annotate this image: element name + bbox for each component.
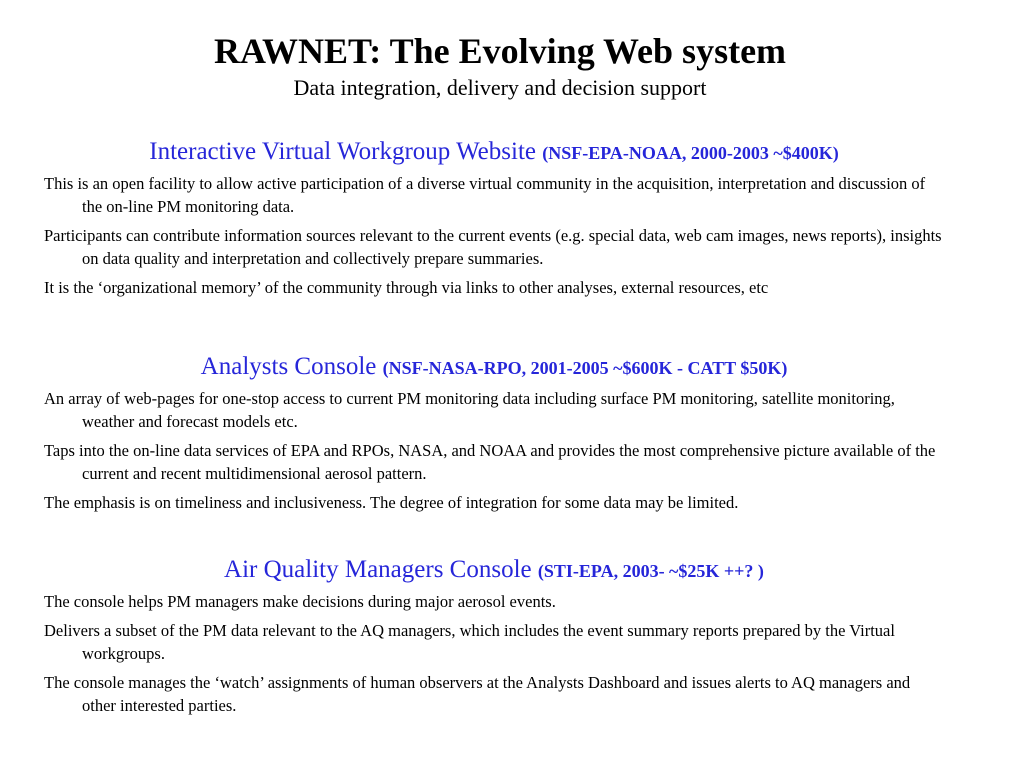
- slide-subtitle: Data integration, delivery and decision support: [293, 75, 707, 100]
- section-aq-managers-console: [44, 555, 944, 723]
- paragraph: The console helps PM managers make decisions during major aerosol events.: [44, 592, 556, 611]
- section-virtual-workgroup: [44, 137, 944, 305]
- section-heading-text: Air Quality Managers Console: [224, 556, 532, 583]
- paragraph: It is the ‘organizational memory’ of the community through via links to other analyses, external resources, etc: [44, 278, 769, 297]
- section-heading: [44, 352, 944, 383]
- section-funding-tag: (NSF-NASA-RPO, 2001-2005 ~$600K - CATT $50K): [382, 358, 788, 378]
- section-funding-tag: (STI-EPA, 2003- ~$25K ++? ): [537, 561, 764, 581]
- paragraph: Participants can contribute information sources relevant to the current events (e.g. special data, web cam images, news reports), insights on data quality and interpretation and collectively prepare summaries.: [44, 226, 942, 268]
- paragraph: This is an open facility to allow active participation of a diverse virtual community in the acquisition, interpretation and discussion of the on-line PM monitoring data.: [44, 174, 926, 216]
- section-heading-text: Analysts Console: [200, 353, 377, 380]
- paragraph: The console manages the ‘watch’ assignments of human observers at the Analysts Dashboard and issues alerts to AQ managers and other interested parties.: [44, 673, 911, 715]
- section-funding-tag: (NSF-EPA-NOAA, 2000-2003 ~$400K): [542, 143, 839, 163]
- slide-title: RAWNET: The Evolving Web system: [213, 31, 787, 71]
- section-heading: [44, 137, 944, 168]
- section-heading-text: Interactive Virtual Workgroup Website: [149, 138, 536, 165]
- paragraph: Delivers a subset of the PM data relevant to the AQ managers, which includes the event summary reports prepared by the Virtual workgroups.: [44, 621, 895, 663]
- paragraph: An array of web-pages for one-stop access to current PM monitoring data including surface PM monitoring, satellite monitoring, weather and forecast models etc.: [44, 389, 895, 431]
- paragraph: Taps into the on-line data services of EPA and RPOs, NASA, and NOAA and provides the most comprehensive picture available of the current and recent multidimensional aerosol pattern.: [44, 441, 936, 483]
- section-analysts-console: [44, 352, 944, 520]
- paragraph: The emphasis is on timeliness and inclusiveness. The degree of integration for some data may be limited.: [44, 493, 739, 512]
- section-heading: [44, 555, 944, 586]
